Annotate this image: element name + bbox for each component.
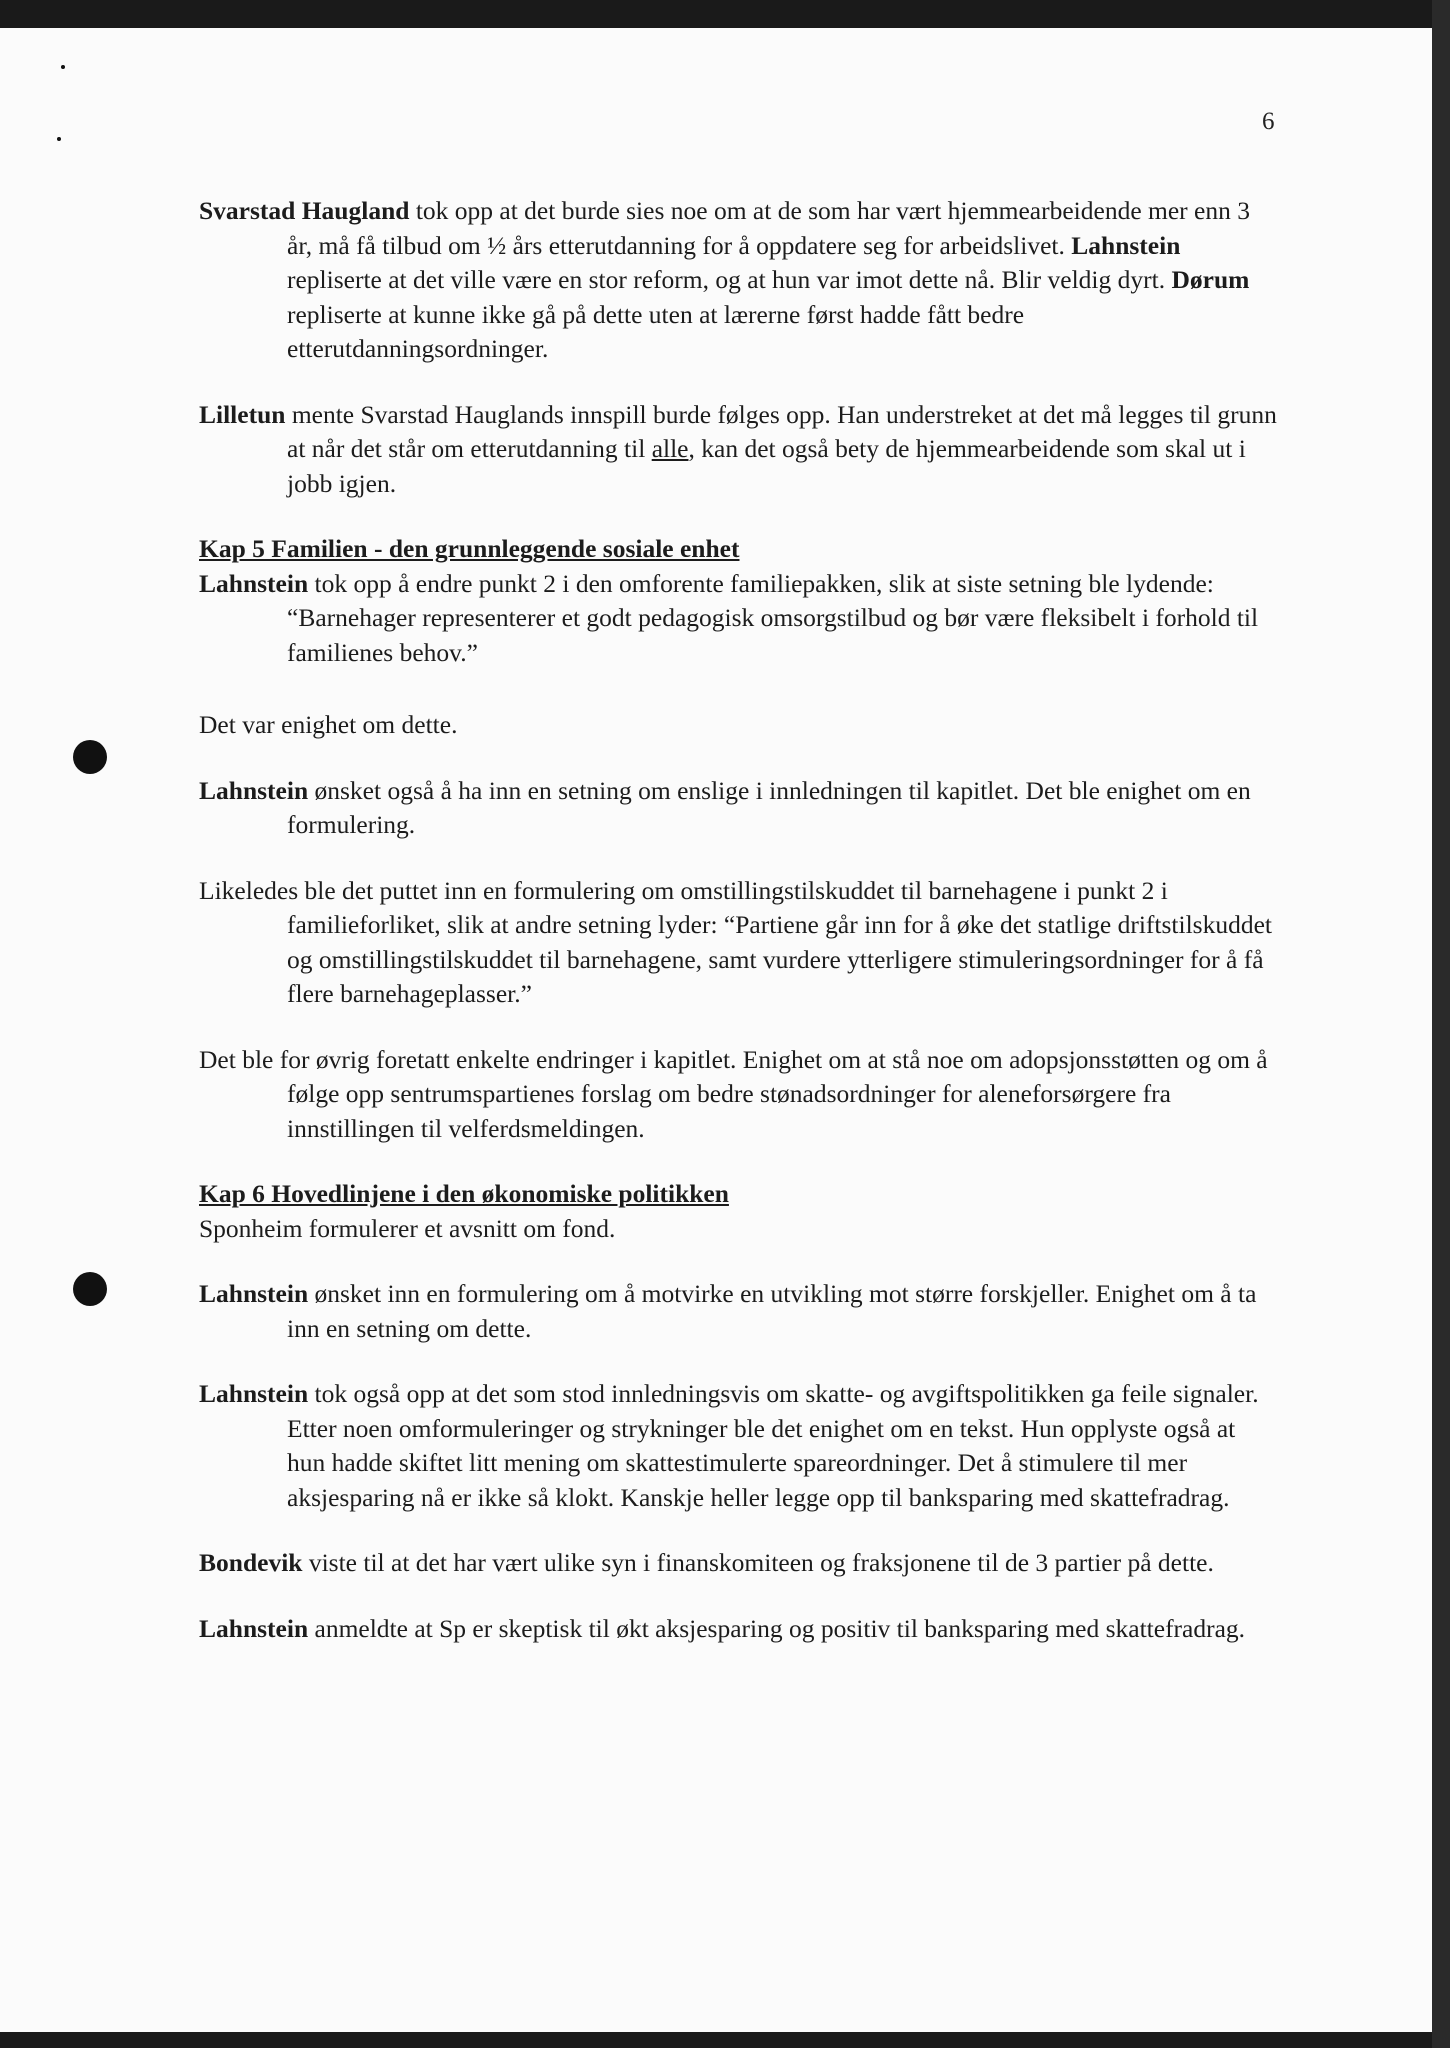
paragraph-kap5-2: Det var enighet om dette. — [199, 710, 458, 739]
scan-speck — [61, 65, 65, 69]
section-heading-kap6: Kap 6 Hovedlinjene i den økonomiske politikken — [199, 1179, 729, 1208]
paragraph-kap5-3 — [199, 774, 1279, 843]
punch-hole — [73, 740, 107, 774]
section-heading-kap5: Kap 5 Familien - den grunnleggende sosiale enhet — [199, 534, 740, 563]
paragraph-text: ønsket også å ha inn en setning om enslige i innledningen til kapitlet. Det ble enighet om en formulering. — [287, 775, 1251, 839]
paragraph-kap5-5: Det ble for øvrig foretatt enkelte endringer i kapitlet. Enighet om at stå noe om adopsjonsstøtten og om å følge opp sentrumspartienes forslag om bedre stønadsordninger for aleneforsørgere fra innstillingen til velferdsmeldingen. — [199, 1044, 1268, 1143]
paragraph-kap5-4: Likeledes ble det puttet inn en formulering om omstillingstilskuddet til barnehagene i punkt 2 i familieforliket, slik at andre setning lyder: “Partiene går inn for å øke det statlige driftstilskuddet og omstillingstilskuddet til barnehagene, samt vurdere ytterligere stimuleringsordninger for å få flere barnehageplasser.” — [199, 875, 1272, 1008]
scan-edge — [1432, 0, 1450, 2048]
paragraph-lilletun — [199, 398, 1279, 502]
paragraph-kap6-2 — [199, 1277, 1279, 1346]
paragraph-kap6-3 — [199, 1377, 1279, 1515]
paragraph-kap6-4 — [199, 1546, 1279, 1581]
paragraph-kap6-5 — [199, 1612, 1279, 1647]
speaker-name: Lahnstein — [199, 1279, 309, 1308]
paragraph-text: ønsket inn en formulering om å motvirke en utvikling mot større forskjeller. Enighet om å ta inn en setning om dette. — [287, 1279, 1257, 1343]
underlined-word: alle — [651, 434, 689, 463]
paragraph-text: repliserte at kunne ikke gå på dette uten at lærerne først hadde fått bedre etterutdanningsordninger. — [287, 299, 1025, 363]
paragraph-text: viste til at det har vært ulike syn i finanskomiteen og fraksjonene til de 3 partier på dette. — [302, 1548, 1214, 1577]
speaker-name: Lahnstein — [1071, 230, 1181, 260]
speaker-name: Bondevik — [199, 1548, 303, 1577]
punch-hole — [73, 1272, 107, 1306]
document-body — [199, 194, 1279, 1646]
speaker-name: Svarstad Haugland — [199, 196, 410, 225]
paragraph-text: tok opp at det burde sies noe om at de som har vært hjemmearbeidende mer enn 3 år, må få tilbud om ½ års etterutdanning for å oppdatere seg for arbeidslivet. — [287, 196, 1250, 260]
speaker-name: Lahnstein — [199, 1379, 309, 1408]
paragraph-text: mente Svarstad Hauglands innspill burde følges opp. Han understreket at det må legges til grunn at når det står om etterutdanning til — [285, 399, 1277, 463]
paragraph-kap5-1 — [199, 567, 1279, 671]
paragraph-kap6-1: Sponheim formulerer et avsnitt om fond. — [199, 1213, 616, 1243]
scan-speck — [57, 137, 61, 141]
paragraph-text: repliserte at det ville være en stor reform, og at hun var imot dette nå. Blir veldig dyrt. — [287, 265, 1172, 294]
speaker-name: Lahnstein — [199, 775, 309, 805]
paragraph-text: anmeldte at Sp er skeptisk til økt aksjesparing og positiv til banksparing med skattefradrag. — [308, 1613, 1246, 1643]
page-number: 6 — [1262, 108, 1275, 135]
paragraph-text: tok opp å endre punkt 2 i den omforente familiepakken, slik at siste setning ble lydende: “Barnehager representerer et godt pedagogisk omsorgstilbud og bør være fleksibelt i forhold til familienes behov.” — [287, 568, 1259, 667]
paragraph-text: , kan det også bety de hjemmearbeidende som skal ut i jobb igjen. — [287, 434, 1246, 498]
speaker-name: Dørum — [1171, 265, 1250, 294]
speaker-name: Lilletun — [199, 399, 286, 429]
speaker-name: Lahnstein — [199, 1613, 309, 1643]
speaker-name: Lahnstein — [199, 568, 309, 598]
paragraph-text: tok også opp at det som stod innledningsvis om skatte- og avgiftspolitikken ga feile signaler. Etter noen omformuleringer og strykninger ble det enighet om en tekst. Hun opplyste også at hun hadde skiftet litt mening om skattestimulerte spareordninger. Det å stimulere til mer aksjesparing nå er ikke så klokt. Kanskje heller legge opp til banksparing med skattefradrag. — [287, 1379, 1259, 1512]
paragraph-svarstad — [199, 194, 1279, 367]
